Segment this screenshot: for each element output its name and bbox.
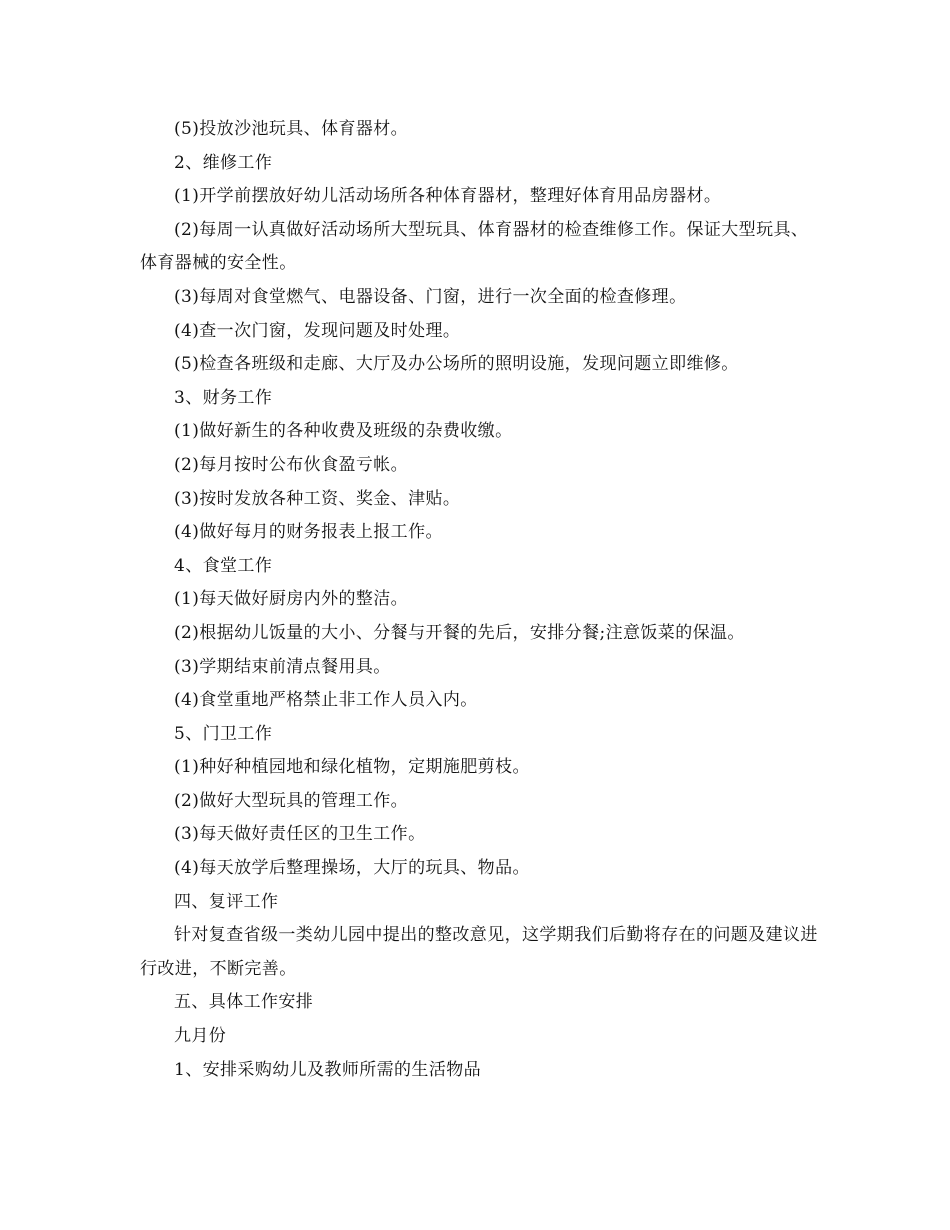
paragraph-finance-1: (1)做好新生的各种收费及班级的杂费收缴。 [174, 421, 513, 442]
paragraph-gatekeeper-1: (1)种好种植园地和绿化植物，定期施肥剪枝。 [174, 757, 530, 778]
paragraph-reevaluation: 针对复查省级一类幼儿园中提出的整改意见，这学期我们后勤将存在的问题及建议进行改进，不断完善。 [140, 925, 818, 979]
heading-canteen-work: 4、食堂工作 [174, 555, 273, 576]
heading-finance-work: 3、财务工作 [174, 387, 273, 408]
paragraph-gatekeeper-2: (2)做好大型玩具的管理工作。 [174, 790, 409, 811]
paragraph-gatekeeper-4: (4)每天放学后整理操场，大厅的玩具、物品。 [174, 858, 530, 879]
paragraph-finance-3: (3)按时发放各种工资、奖金、津贴。 [174, 488, 461, 509]
paragraph-gatekeeper-3: (3)每天做好责任区的卫生工作。 [174, 824, 426, 845]
paragraph-maintenance-1: (1)开学前摆放好幼儿活动场所各种体育器材，整理好体育用品房器材。 [174, 186, 722, 207]
paragraph-maintenance-5: (5)检查各班级和走廊、大厅及办公场所的照明设施，发现问题立即维修。 [174, 354, 739, 375]
heading-september: 九月份 [174, 1026, 227, 1047]
paragraph-canteen-1: (1)每天做好厨房内外的整洁。 [174, 589, 409, 610]
paragraph-finance-4: (4)做好每月的财务报表上报工作。 [174, 522, 443, 543]
paragraph-september-1: 1、安排采购幼儿及教师所需的生活物品 [174, 1059, 482, 1080]
paragraph-finance-2: (2)每月按时公布伙食盈亏帐。 [174, 454, 409, 475]
paragraph-canteen-3: (3)学期结束前清点餐用具。 [174, 656, 391, 677]
heading-specific-arrangements: 五、具体工作安排 [174, 992, 314, 1013]
paragraph-canteen-2: (2)根据幼儿饭量的大小、分餐与开餐的先后，安排分餐;注意饭菜的保温。 [174, 622, 745, 643]
paragraph-maintenance-4: (4)查一次门窗，发现问题及时处理。 [174, 320, 461, 341]
paragraph-maintenance-2: (2)每周一认真做好活动场所大型玩具、体育器材的检查维修工作。保证大型玩具、体育器械的安全性。 [140, 219, 809, 274]
paragraph-sandpit-toys: (5)投放沙池玩具、体育器材。 [174, 119, 409, 139]
heading-maintenance-work: 2、维修工作 [174, 152, 273, 173]
document-body [140, 113, 818, 1087]
paragraph-maintenance-3: (3)每周对食堂燃气、电器设备、门窗，进行一次全面的检查修理。 [174, 286, 687, 307]
paragraph-canteen-4: (4)食堂重地严格禁止非工作人员入内。 [174, 690, 478, 711]
heading-reevaluation-work: 四、复评工作 [174, 891, 279, 912]
heading-gatekeeper-work: 5、门卫工作 [174, 723, 273, 744]
